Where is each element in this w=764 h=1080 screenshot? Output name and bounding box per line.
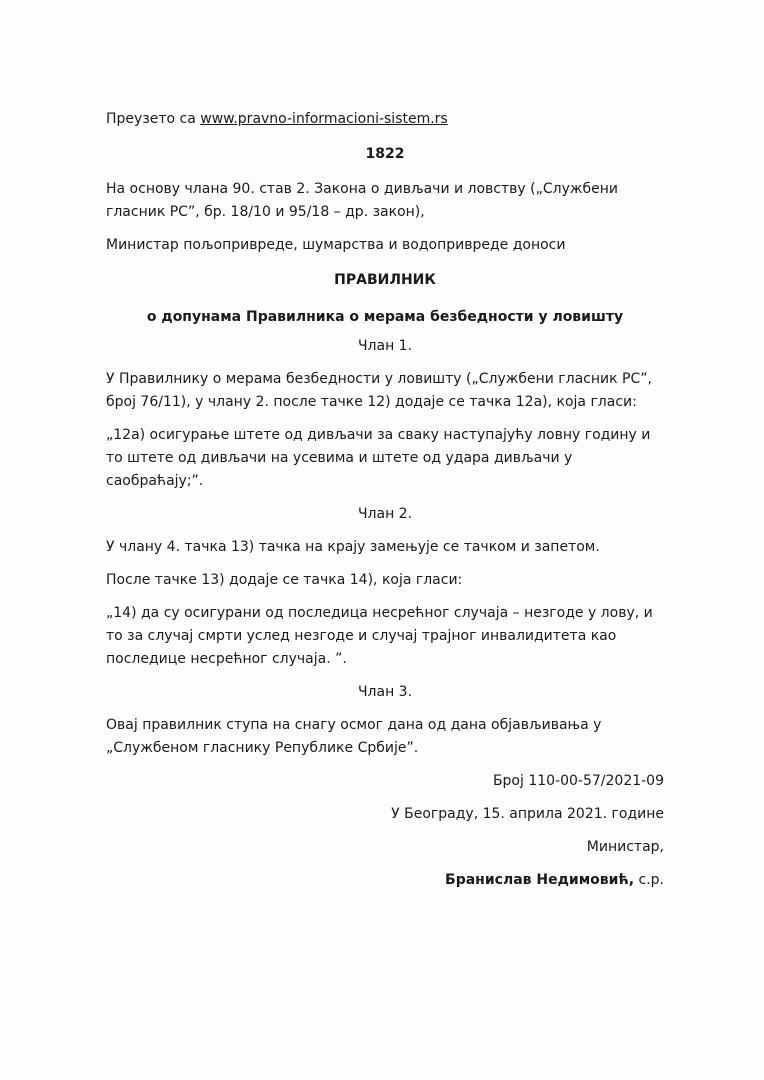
document-number: 1822 (365, 146, 405, 162)
source-prefix: Преузето са (106, 111, 201, 127)
issuer-line: Министар пољопривреде, шумарства и водопривреде доноси (106, 237, 566, 253)
signatory-name: Бранислав Недимовић, (445, 872, 635, 888)
preamble: На основу члана 90. став 2. Закона о дивљачи и ловству („Службени гласник РС”, бр. 18/10 и 95/18 – др. закон), (106, 181, 618, 220)
article-1-text: У Правилнику о мерама безбедности у ловишту („Службени гласник РС”, број 76/11), у члану 2. после тачке 12) додаје се тачка 12а), која гласи: (106, 371, 652, 410)
reference-number: Број 110-00-57/2021-09 (492, 773, 664, 789)
place-date: У Београду, 15. априла 2021. године (391, 806, 664, 822)
article-2-heading: Члан 2. (357, 506, 413, 522)
article-1-heading: Члан 1. (357, 338, 413, 354)
article-2-text-2: После тачке 13) додаје се тачка 14), која гласи: (106, 572, 463, 588)
article-3-heading: Члан 3. (357, 684, 413, 700)
source-line (106, 108, 664, 131)
document-body (106, 108, 664, 892)
document-title: ПРАВИЛНИК (334, 272, 436, 288)
document-subtitle: о допунама Правилника о мерама безбедности у ловишту (146, 309, 624, 325)
signatory-suffix: с.р. (634, 872, 664, 888)
article-2-text-1: У члану 4. тачка 13) тачка на крају замењује се тачком и запетом. (106, 539, 600, 555)
signatory-title: Министар, (586, 839, 664, 855)
article-1-quote: „12а) осигурање штете од дивљачи за сваку наступајућу ловну годину и то штете од дивљачи на усевима и штете од удара дивљачи у саобраћају;”. (106, 427, 651, 489)
article-2-quote: „14) да су осигурани од последица несрећног случаја – незгоде у лову, и то за случај смрти услед незгоде и случај трајног инвалидитета као последице несрећног случаја. ”. (106, 605, 653, 667)
signature-line (106, 869, 664, 892)
source-link[interactable]: www.pravno-informacioni-sistem.rs (200, 111, 448, 127)
article-3-text: Овај правилник ступа на снагу осмог дана од дана објављивања у „Службеном гласнику Републике Србије”. (106, 717, 602, 756)
